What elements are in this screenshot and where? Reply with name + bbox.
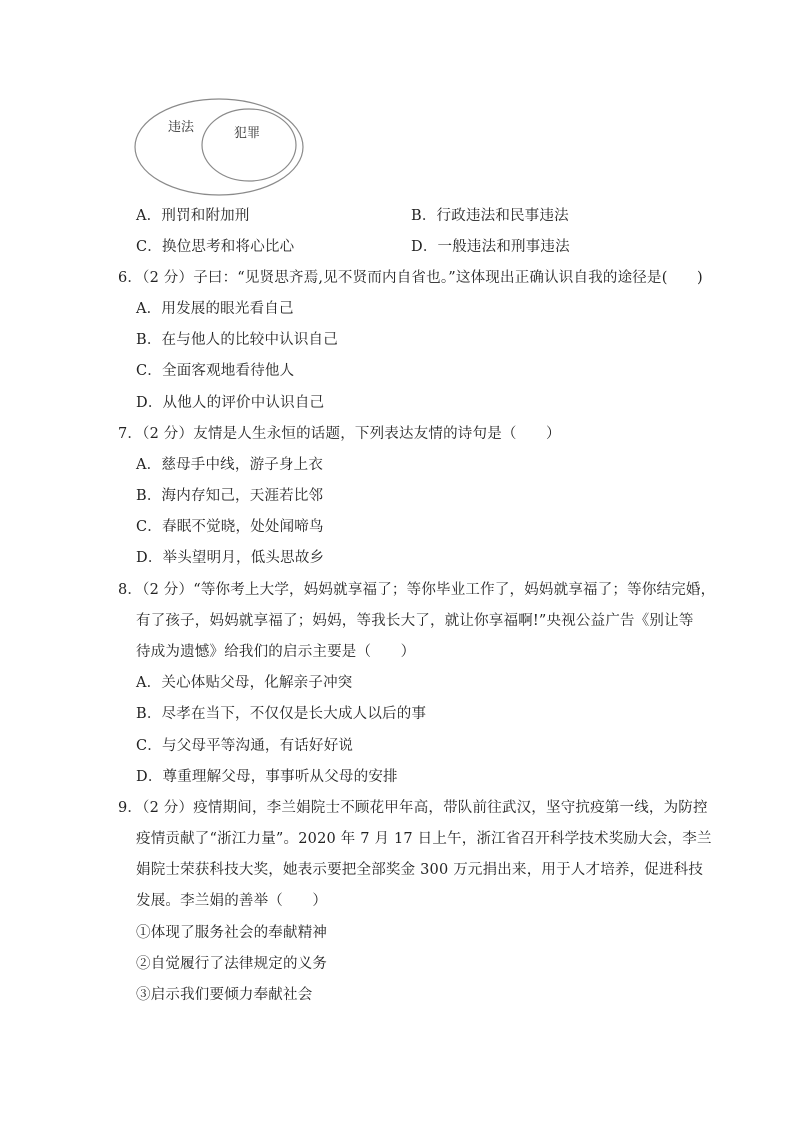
q8-option-d: D．尊重理解父母，事事听从父母的安排 bbox=[136, 769, 398, 785]
q8-stem-line-2: 有了孩子，妈妈就享福了；妈妈，等我长大了，就让你享福啊!”央视公益广告《别让等 bbox=[136, 613, 694, 629]
q7-option-c: C．春眠不觉晓，处处闻啼鸟 bbox=[136, 519, 324, 535]
q9-stem-line-1: 9．（2 分）疫情期间，李兰娟院士不顾花甲年高，带队前往武汉，坚守抗疫第一线，为防控 bbox=[118, 800, 708, 816]
venn-diagram bbox=[132, 95, 312, 201]
q9-item-3: ③启示我们要倾力奉献社会 bbox=[136, 987, 313, 1003]
q8-stem-line-3: 待成为遗憾》给我们的启示主要是（ ） bbox=[136, 644, 416, 660]
q6-option-c: C．全面客观地看待他人 bbox=[136, 363, 295, 379]
q7-stem: 7．（2 分）友情是人生永恒的话题，下列表达友情的诗句是（ ） bbox=[118, 426, 561, 442]
q9-stem-line-3: 娟院士荣获科技大奖，她表示要把全部奖金 300 万元捐出来，用于人才培养，促进科技 bbox=[136, 862, 704, 878]
q5-option-b: B．行政违法和民事违法 bbox=[411, 208, 569, 224]
q6-option-d: D．从他人的评价中认识自己 bbox=[136, 395, 325, 411]
q6-option-b: B．在与他人的比较中认识自己 bbox=[136, 332, 338, 348]
outer-ellipse bbox=[135, 99, 303, 195]
q5-option-d: D．一般违法和刑事违法 bbox=[411, 239, 570, 255]
venn-diagram-svg bbox=[132, 95, 312, 201]
q9-stem-line-2: 疫情贡献了“浙江力量”。2020 年 7 月 17 日上午，浙江省召开科学技术奖励大会，李兰 bbox=[136, 831, 712, 847]
q5-option-c: C．换位思考和将心比心 bbox=[136, 239, 295, 255]
q7-option-d: D．举头望明月，低头思故乡 bbox=[136, 550, 325, 566]
q6-stem: 6．（2 分）子曰：“见贤思齐焉,见不贤而内自省也。”这体现出正确认识自我的途径是( ) bbox=[118, 270, 703, 286]
q8-option-c: C．与父母平等沟通，有话好好说 bbox=[136, 738, 354, 754]
q9-item-1: ①体现了服务社会的奉献精神 bbox=[136, 925, 328, 941]
q6-option-a: A．用发展的眼光看自己 bbox=[136, 301, 294, 317]
q5-option-a: A．刑罚和附加刑 bbox=[136, 208, 250, 224]
q8-option-a: A．关心体贴父母，化解亲子冲突 bbox=[136, 675, 353, 691]
q7-option-a: A．慈母手中线，游子身上衣 bbox=[136, 457, 324, 473]
outer-label: 违法 bbox=[168, 120, 195, 135]
inner-ellipse bbox=[202, 109, 296, 181]
q8-stem-line-1: 8．（2 分）“等你考上大学，妈妈就享福了；等你毕业工作了，妈妈就享福了；等你结完婚， bbox=[118, 582, 716, 598]
inner-label: 犯罪 bbox=[234, 126, 261, 141]
q8-option-b: B．尽孝在当下，不仅仅是长大成人以后的事 bbox=[136, 706, 427, 722]
q7-option-b: B．海内存知己，天涯若比邻 bbox=[136, 488, 324, 504]
q9-item-2: ②自觉履行了法律规定的义务 bbox=[136, 956, 328, 972]
q9-stem-line-4: 发展。李兰娟的善举（ ） bbox=[136, 893, 328, 909]
